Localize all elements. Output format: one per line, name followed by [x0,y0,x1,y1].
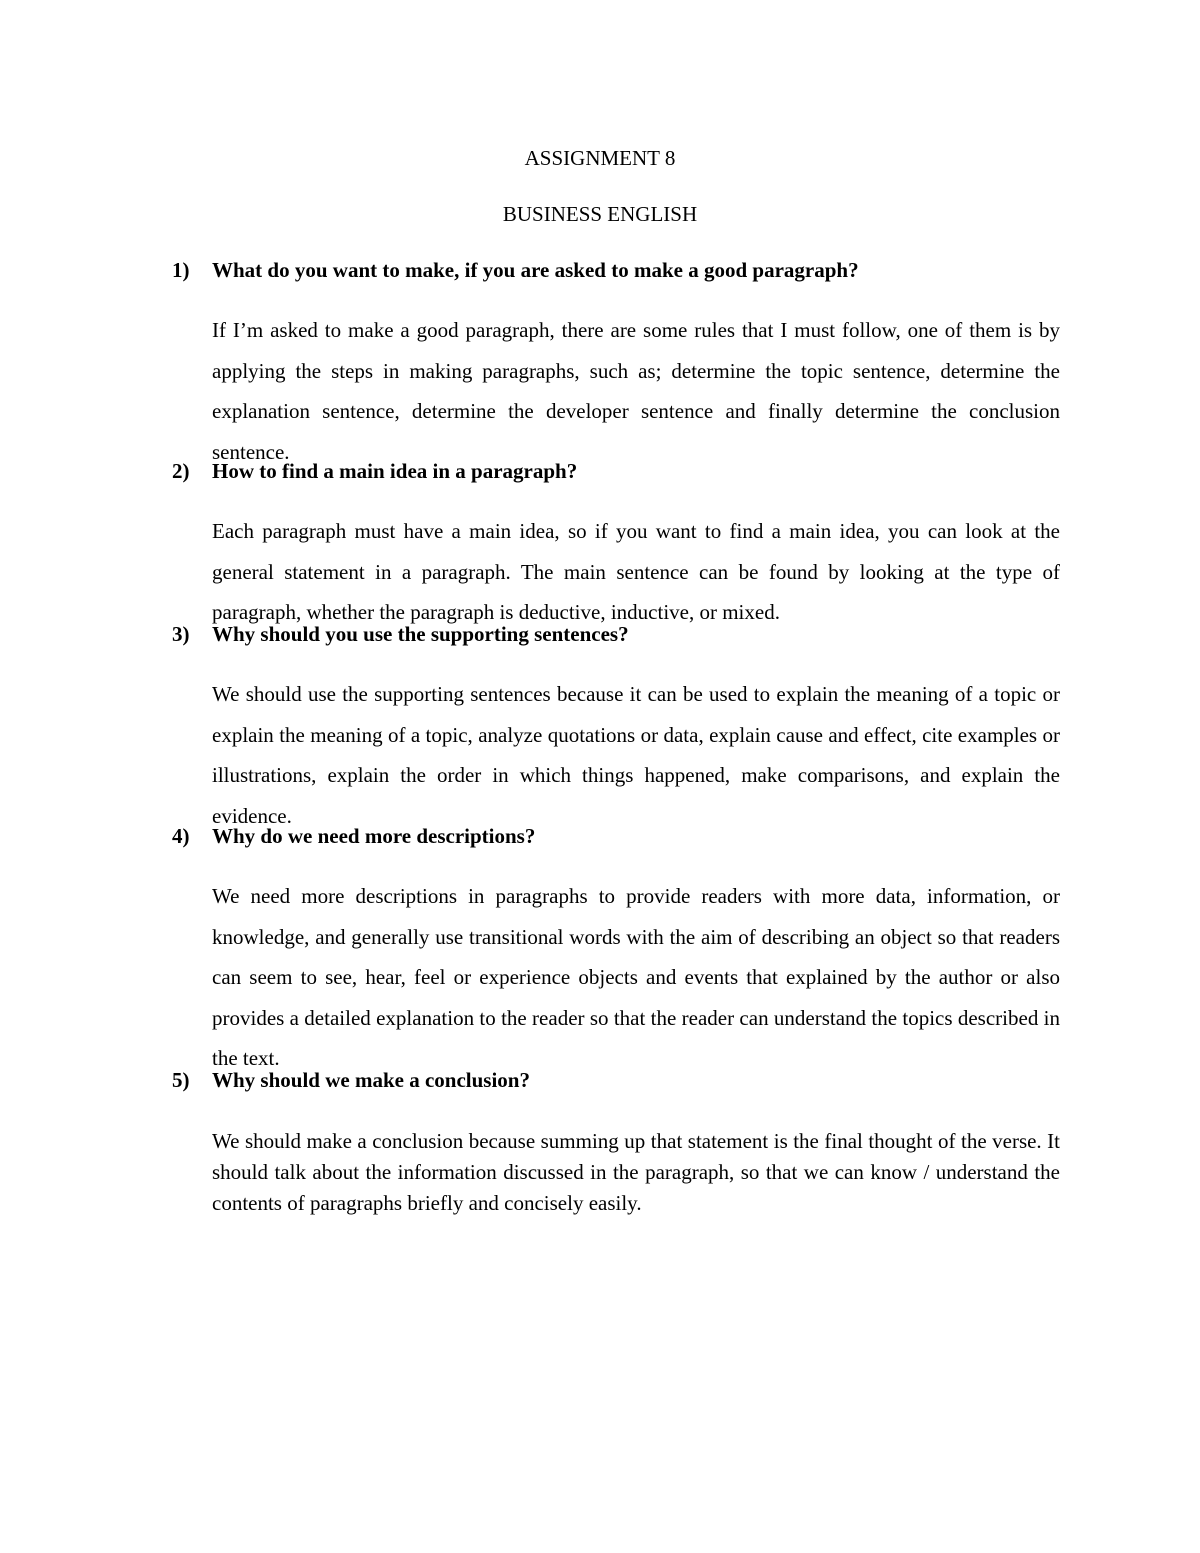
question-item-1 [172,258,1060,472]
question-number: 1) [172,258,190,282]
question-number: 2) [172,459,190,483]
question-number: 4) [172,824,190,848]
question-heading [172,459,1060,483]
question-text: How to find a main idea in a paragraph? [212,459,578,483]
document-title: ASSIGNMENT 8 [524,146,676,170]
answer-paragraph: We need more descriptions in paragraphs to provide readers with more data, information, or knowledge, and generally use transitional words with the aim of describing an object so that readers can seem to see, hear, feel or experience objects and events that explained by the author or also provides a detailed explanation to the reader so that the reader can understand the topics described in the text. [212,884,1060,1071]
question-text: Why should we make a conclusion? [212,1068,530,1092]
question-heading [172,258,1060,282]
question-item-4 [172,824,1060,1079]
answer-paragraph: If I’m asked to make a good paragraph, there are some rules that I must follow, one of them is by applying the steps in making paragraphs, such as; determine the topic sentence, determine the explanation sentence, determine the developer sentence and finally determine the conclusion sentence. [212,318,1060,464]
question-heading [172,824,1060,848]
question-text: Why should you use the supporting sentences? [212,622,629,646]
document-subtitle: BUSINESS ENGLISH [502,202,698,226]
question-heading [172,1068,1060,1092]
question-text: What do you want to make, if you are asked to make a good paragraph? [212,258,859,282]
question-item-5 [172,1068,1060,1219]
question-number: 3) [172,622,190,646]
answer-paragraph: We should use the supporting sentences because it can be used to explain the meaning of a topic or explain the meaning of a topic, analyze quotations or data, explain cause and effect, cite examples or illustrations, explain the order in which things happened, make comparisons, and explain the evidence. [212,682,1060,828]
question-text: Why do we need more descriptions? [212,824,536,848]
answer-paragraph: We should make a conclusion because summing up that statement is the final thought of the verse. It should talk about the information discussed in the paragraph, so that we can know / understand the contents of paragraphs briefly and concisely easily. [212,1129,1060,1215]
question-number: 5) [172,1068,190,1092]
question-heading [172,622,1060,646]
question-item-3 [172,622,1060,836]
answer-paragraph: Each paragraph must have a main idea, so if you want to find a main idea, you can look at the general statement in a paragraph. The main sentence can be found by looking at the type of paragraph, whether the paragraph is deductive, inductive, or mixed. [212,519,1060,625]
question-item-2 [172,459,1060,633]
